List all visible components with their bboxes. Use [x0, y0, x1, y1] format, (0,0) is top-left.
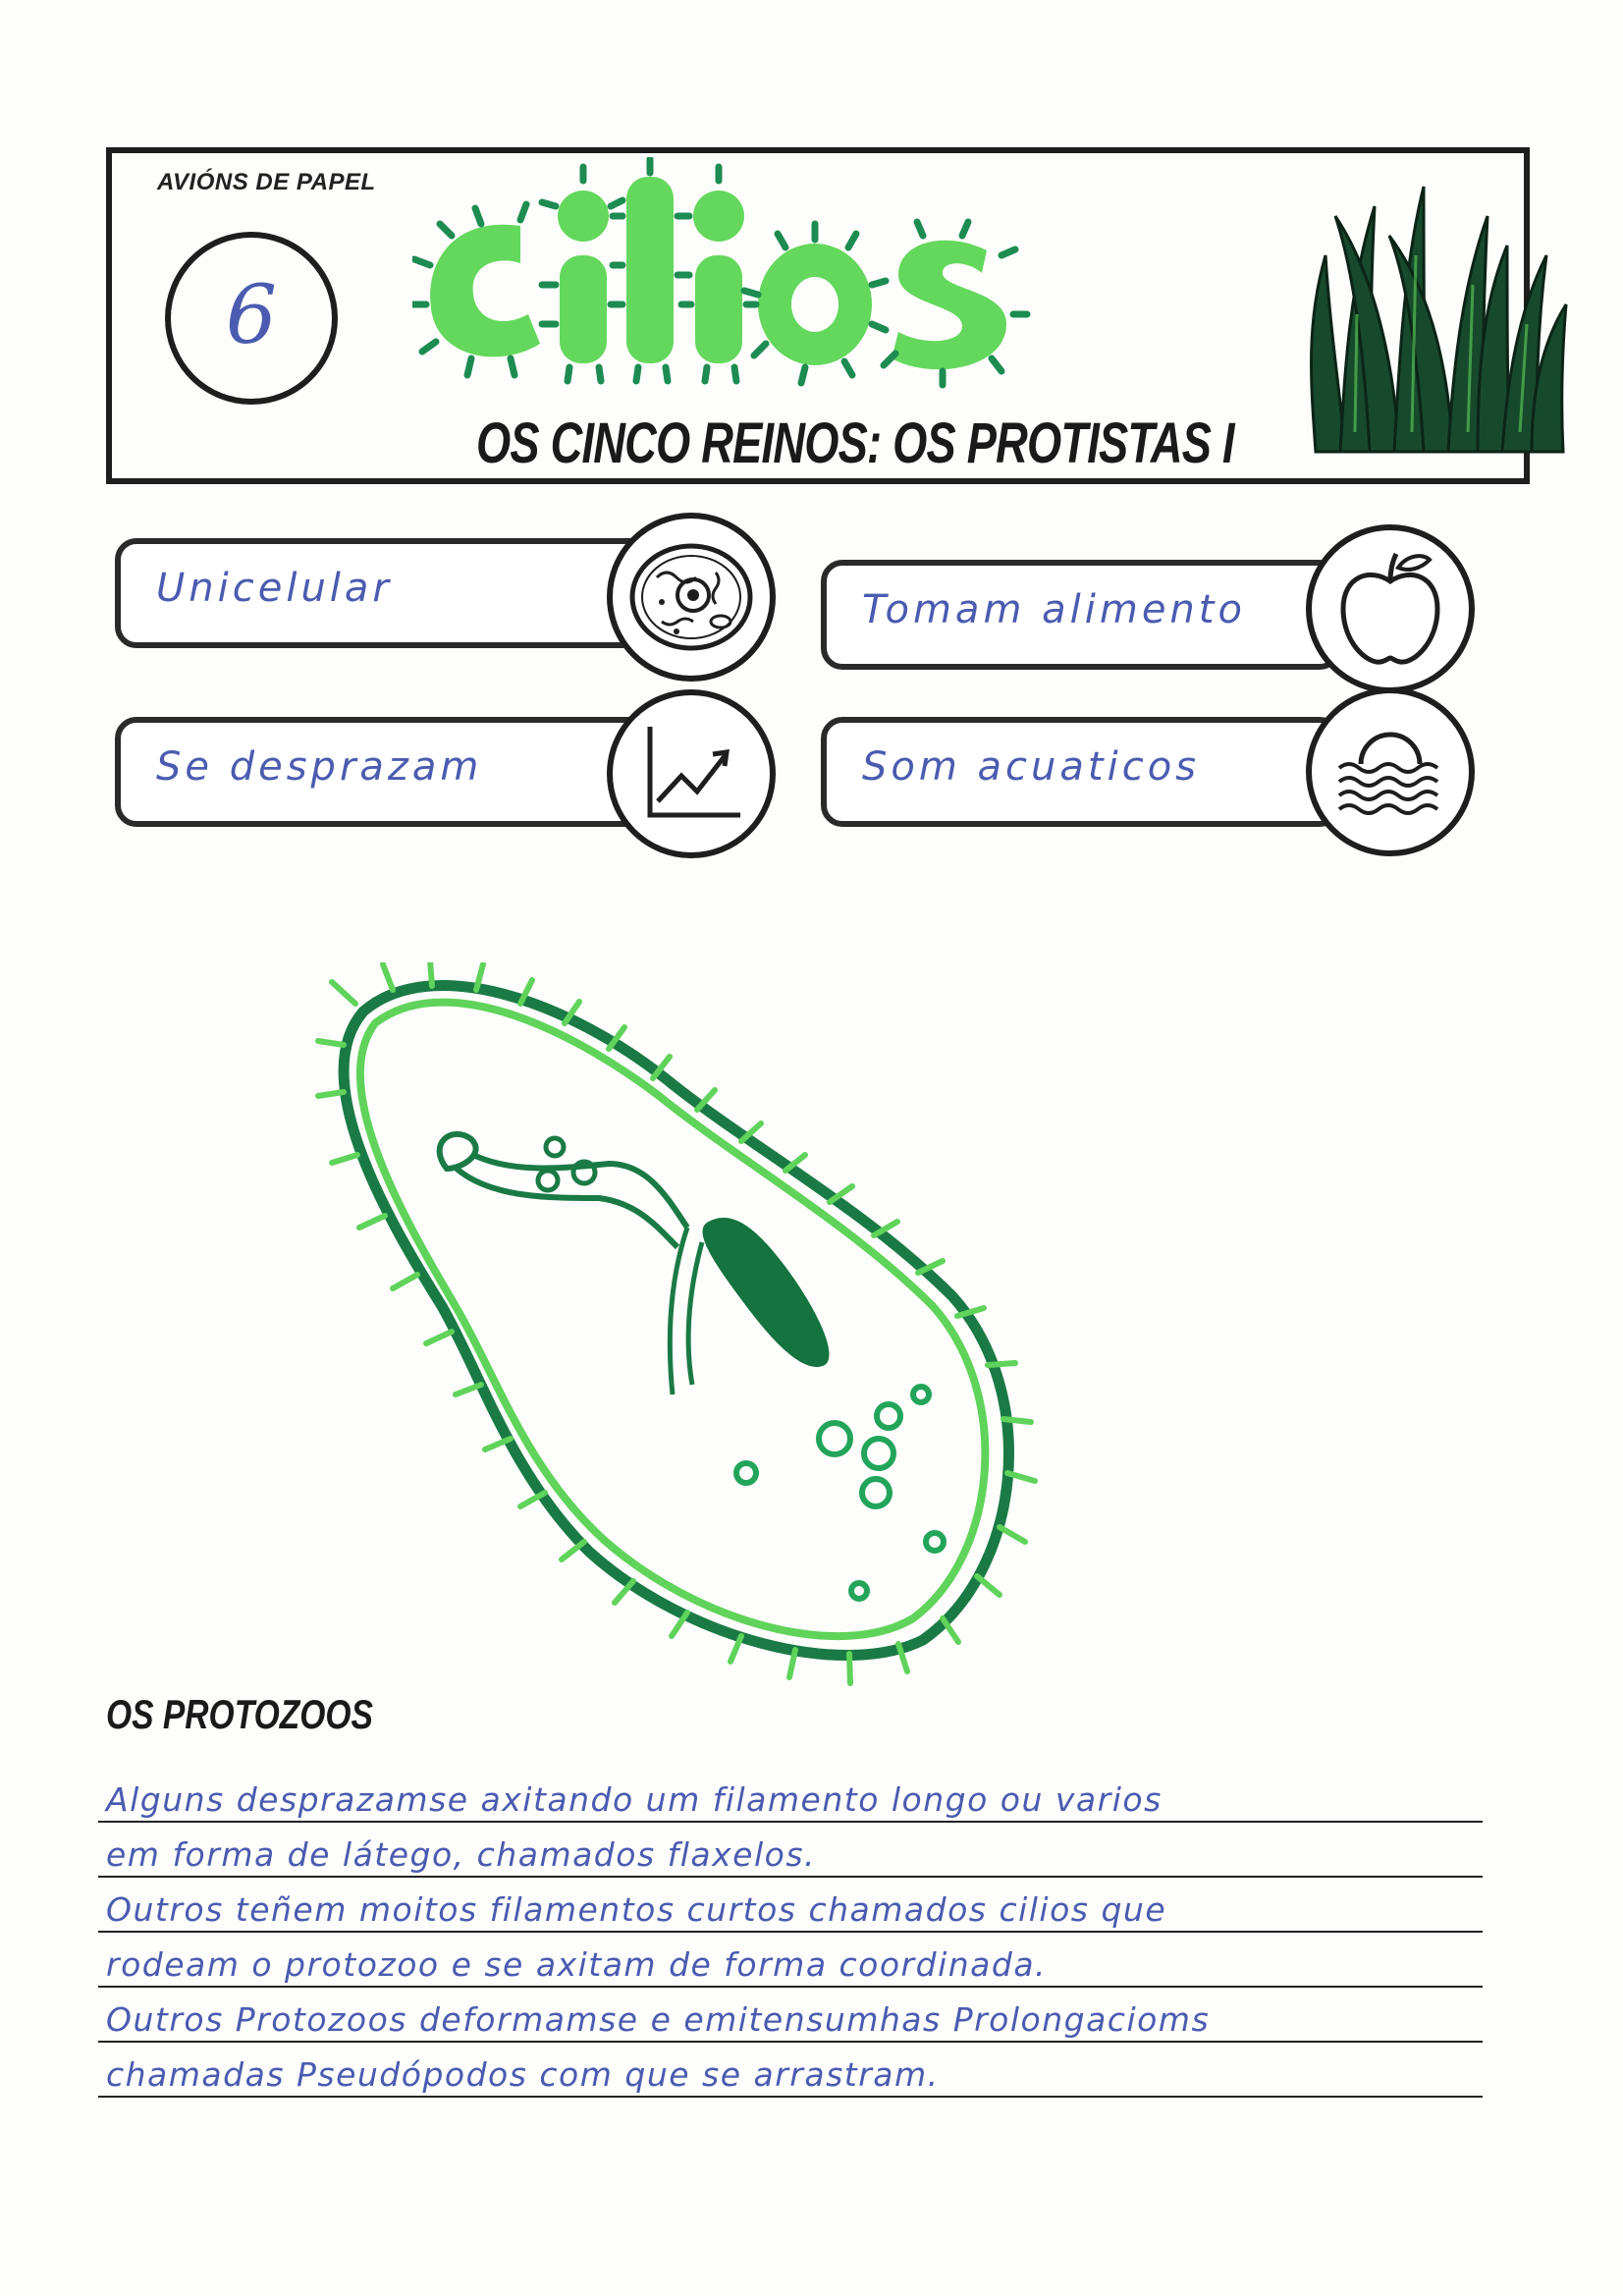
- handwritten-lines: [98, 1768, 1483, 2098]
- title-cilios-lettering: [412, 157, 1041, 393]
- ruled-line: [98, 1878, 1483, 1933]
- growth-chart-icon: [607, 689, 776, 858]
- handwritten-text: em forma de látego, chamados flaxelos.: [106, 1835, 817, 1874]
- grass-icon: [1296, 167, 1581, 462]
- feature-text: Se desprazam: [156, 744, 483, 790]
- page-subtitle: OS CINCO REINOS: OS PROTISTAS I: [476, 411, 1234, 475]
- ruled-line: [98, 1933, 1483, 1988]
- lesson-number: 6: [225, 268, 278, 362]
- handwritten-text: rodeam o protozoo e se axitam de forma coordinada.: [106, 1945, 1048, 1984]
- feature-text: Unicelular: [156, 566, 393, 611]
- lesson-number-circle: [165, 232, 338, 405]
- ruled-line: [98, 1988, 1483, 2043]
- handwritten-text: Alguns desprazamse axitando um filamento longo ou varios: [106, 1780, 1163, 1819]
- paramecium-drawing: [314, 962, 1100, 1689]
- feature-text: Som acuaticos: [862, 744, 1201, 790]
- feature-text: Tomam alimento: [862, 587, 1246, 632]
- section-heading: OS PROTOZOOS: [106, 1691, 373, 1737]
- ruled-line: [98, 2043, 1483, 2098]
- ruled-line: [98, 1768, 1483, 1823]
- ruled-line: [98, 1823, 1483, 1878]
- water-waves-icon: [1306, 687, 1475, 856]
- brand-label: AVIÓNS DE PAPEL: [157, 169, 376, 195]
- handwritten-text: Outros Protozoos deformamse e emitensumhas Prolongacioms: [106, 2000, 1211, 2039]
- cell-icon: [607, 513, 776, 682]
- apple-icon: [1306, 524, 1475, 693]
- feature-pill-food: [821, 560, 1341, 670]
- feature-pill-aquatic: [821, 717, 1341, 827]
- handwritten-text: Outros teñem moitos filamentos curtos chamados cilios que: [106, 1890, 1167, 1929]
- handwritten-text: chamadas Pseudópodos com que se arrastram.: [106, 2055, 940, 2094]
